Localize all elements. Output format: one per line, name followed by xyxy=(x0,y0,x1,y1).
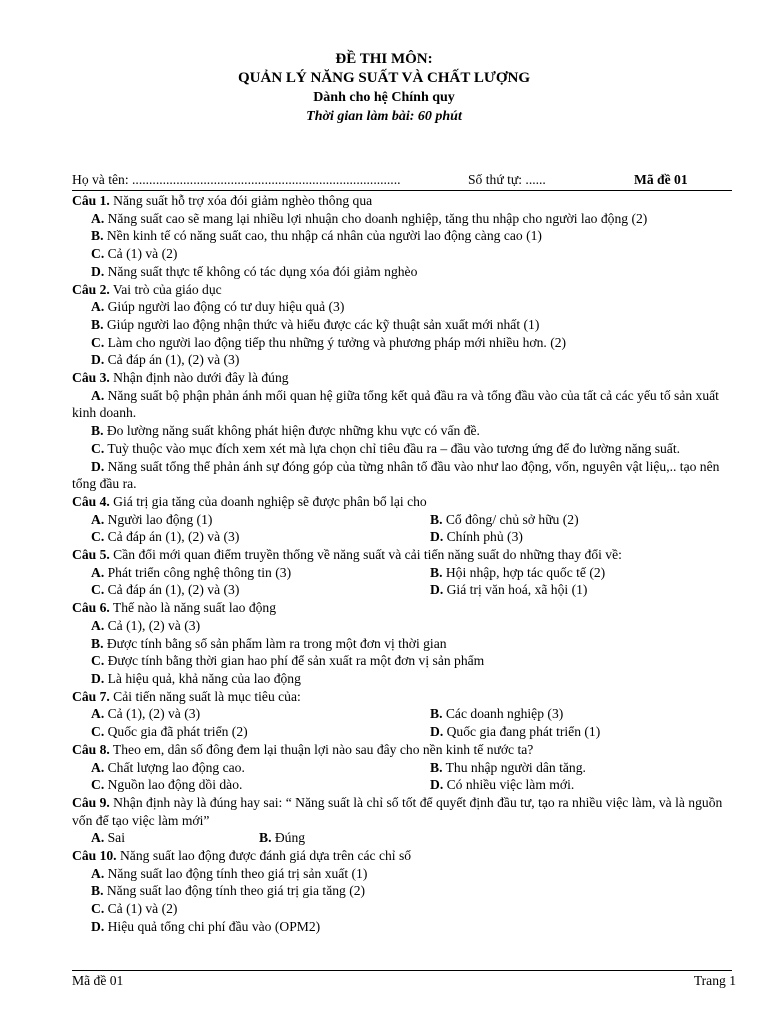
option-d: D. Quốc gia đang phát triển (1) xyxy=(430,724,601,740)
question-text: Nhận định này là đúng hay sai: “ Năng suất là chỉ số tốt để quyết định đầu tư, tạo ra nhiều việc làm, và là nguồn vốn để tạo việc làm mới” xyxy=(72,794,723,828)
question-label: Câu 4. xyxy=(72,493,110,509)
question-3 xyxy=(72,369,736,493)
option-a: A. Năng suất bộ phận phản ánh mối quan hệ giữa tổng kết quả đầu ra và tổng đầu vào của tất cả các yếu tố sản xuất kinh doanh. xyxy=(72,387,719,421)
question-5 xyxy=(72,546,736,599)
option-b: B. Đúng xyxy=(259,830,306,846)
option-c: C. Cả đáp án (1), (2) và (3) xyxy=(91,582,240,598)
question-text: Cần đổi mới quan điểm truyền thống về năng suất và cải tiến năng suất do những thay đổi về: xyxy=(109,547,622,563)
audience-line: Dành cho hệ Chính quy xyxy=(313,90,455,105)
student-number-field: Số thứ tự: ...... xyxy=(468,172,546,187)
option-a: A. Cả (1), (2) và (3) xyxy=(91,706,201,722)
option-b: B. Được tính bằng số sản phẩm làm ra trong một đơn vị thời gian xyxy=(91,635,447,651)
option-b: B. Hội nhập, hợp tác quốc tế (2) xyxy=(430,564,606,580)
option-a: A. Giúp người lao động có tư duy hiệu quả (3) xyxy=(91,299,345,315)
question-text: Năng suất hỗ trợ xóa đói giảm nghèo thông qua xyxy=(109,193,373,208)
question-text: Theo em, dân số đông đem lại thuận lợi nào sau đây cho nền kinh tế nước ta? xyxy=(109,741,534,757)
question-label: Câu 3. xyxy=(72,370,110,386)
option-c: C. Cả (1) và (2) xyxy=(91,901,178,917)
question-text: Cải tiến năng suất là mục tiêu của: xyxy=(109,688,301,704)
option-c: C. Tuỳ thuộc vào mục đích xem xét mà lựa chọn chỉ tiêu đầu ra – đầu vào tương ứng để đo lường năng suất. xyxy=(91,440,681,456)
option-d: D. Giá trị văn hoá, xã hội (1) xyxy=(430,582,588,598)
option-d: D. Cả đáp án (1), (2) và (3) xyxy=(91,352,240,368)
option-c: C. Nguồn lao động dồi dào. xyxy=(91,777,243,793)
subject-title: QUẢN LÝ NĂNG SUẤT VÀ CHẤT LƯỢNG xyxy=(238,70,530,86)
question-text: Nhận định nào dưới đây là đúng xyxy=(109,370,289,386)
student-name-field: Họ và tên: ............................................................................... xyxy=(72,172,401,187)
option-b: B. Năng suất lao động tính theo giá trị gia tăng (2) xyxy=(91,883,366,899)
option-a: A. Chất lượng lao động cao. xyxy=(91,759,245,775)
page-number: Trang 1 xyxy=(693,973,736,988)
question-9 xyxy=(72,794,736,847)
page-footer xyxy=(72,973,736,991)
option-d: D. Chính phủ (3) xyxy=(430,529,523,545)
header-divider xyxy=(72,190,732,191)
option-b: B. Đo lường năng suất không phát hiện được những khu vực có vấn đề. xyxy=(91,423,480,439)
exam-title-line: ĐỀ THI MÔN: xyxy=(335,51,433,67)
duration-line: Thời gian làm bài: 60 phút xyxy=(306,109,462,124)
question-label: Câu 10. xyxy=(72,848,117,864)
option-d: D. Năng suất thực tế không có tác dụng xóa đói giảm nghèo xyxy=(91,263,418,279)
option-b: B. Các doanh nghiệp (3) xyxy=(430,706,564,722)
question-label: Câu 1. xyxy=(72,193,110,208)
question-text: Thế nào là năng suất lao động xyxy=(109,600,277,616)
option-d: D. Có nhiều việc làm mới. xyxy=(430,777,575,793)
question-label: Câu 5. xyxy=(72,547,110,563)
option-c: C. Quốc gia đã phát triển (2) xyxy=(91,724,248,740)
option-c: C. Cả (1) và (2) xyxy=(91,246,178,262)
option-b: B. Cổ đông/ chủ sở hữu (2) xyxy=(430,511,579,527)
question-8 xyxy=(72,741,736,794)
exam-code: Mã đề 01 xyxy=(634,172,688,187)
student-info xyxy=(72,172,732,190)
question-label: Câu 8. xyxy=(72,741,110,757)
question-6 xyxy=(72,599,736,688)
question-label: Câu 9. xyxy=(72,794,110,810)
option-d: D. Năng suất tổng thể phản ánh sự đóng góp của từng nhân tố đầu vào như lao động, vốn, nguyên vật liệu,.. tạo nên tổng đầu ra. xyxy=(72,458,720,492)
question-list xyxy=(72,192,736,936)
question-text: Năng suất lao động được đánh giá dựa trên các chỉ số xyxy=(116,848,412,864)
option-a: A. Năng suất lao động tính theo giá trị sản xuất (1) xyxy=(91,865,368,881)
exam-header xyxy=(0,50,768,126)
option-c: C. Được tính bằng thời gian hao phí để sản xuất ra một đơn vị sản phẩm xyxy=(91,653,485,669)
footer-exam-code: Mã đề 01 xyxy=(72,973,124,988)
question-2 xyxy=(72,281,736,370)
option-a: A. Người lao động (1) xyxy=(91,511,213,527)
option-a: A. Phát triển công nghệ thông tin (3) xyxy=(91,564,292,580)
question-7 xyxy=(72,688,736,741)
option-a: A. Sai xyxy=(91,830,125,846)
question-1 xyxy=(72,192,736,281)
option-b: B. Thu nhập người dân tăng. xyxy=(430,759,586,775)
question-label: Câu 2. xyxy=(72,281,110,297)
question-10 xyxy=(72,847,736,936)
question-label: Câu 6. xyxy=(72,600,110,616)
question-label: Câu 7. xyxy=(72,688,110,704)
question-text: Vai trò của giáo dục xyxy=(109,281,222,297)
footer-divider xyxy=(72,970,732,971)
question-4 xyxy=(72,493,736,546)
option-a: A. Cả (1), (2) và (3) xyxy=(91,617,201,633)
option-d: D. Hiệu quả tổng chi phí đầu vào (OPM2) xyxy=(91,918,321,934)
question-text: Giá trị gia tăng của doanh nghiệp sẽ được phân bổ lại cho xyxy=(109,493,427,509)
option-b: B. Nền kinh tế có năng suất cao, thu nhập cá nhân của người lao động càng cao (1) xyxy=(91,228,542,244)
option-b: B. Giúp người lao động nhận thức và hiểu được các kỹ thuật sản xuất mới nhất (1) xyxy=(91,316,540,332)
option-d: D. Là hiệu quả, khả năng của lao động xyxy=(91,670,301,686)
option-c: C. Cả đáp án (1), (2) và (3) xyxy=(91,529,240,545)
option-a: A. Năng suất cao sẽ mang lại nhiều lợi nhuận cho doanh nghiệp, tăng thu nhập cho người lao động (2) xyxy=(91,210,648,226)
option-c: C. Làm cho người lao động tiếp thu những ý tưởng và phương pháp mới nhiều hơn. (2) xyxy=(91,334,567,350)
